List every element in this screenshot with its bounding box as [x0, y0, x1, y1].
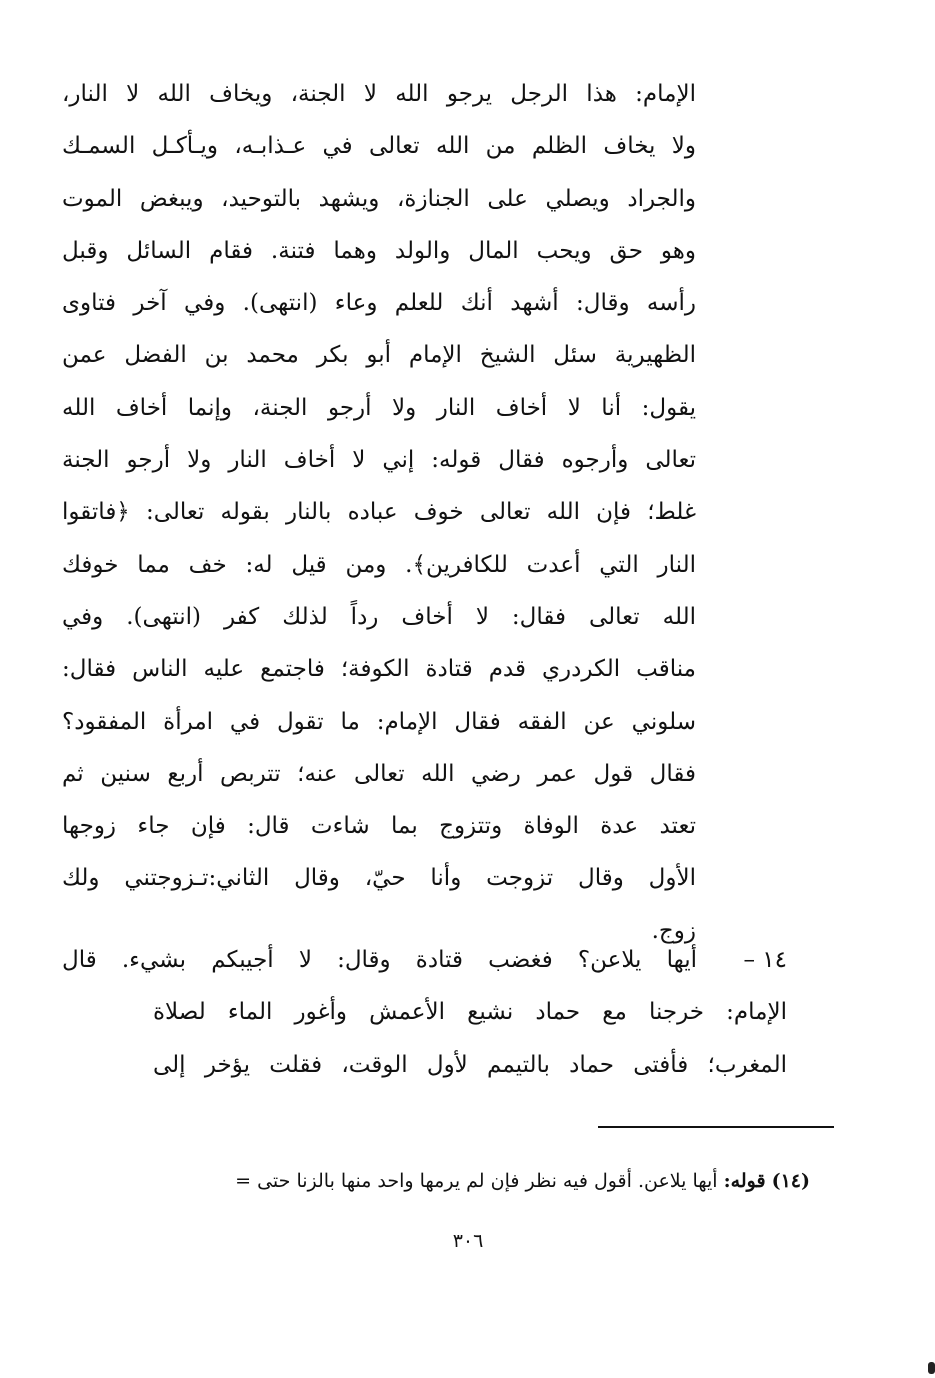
footnote-divider — [598, 1126, 834, 1128]
scan-speck — [928, 1362, 935, 1374]
footnote-text: أيها يلاعن. أقول فيه نظر فإن لم يرمها واحد منها بالزنا حتى = — [235, 1170, 718, 1192]
footnote-marker: (١٤) — [771, 1170, 810, 1192]
text-line: زوج. — [651, 917, 696, 944]
text-line: وهو حق ويحب المال والولد وهما فتنة. فقام السائل وقبل — [62, 237, 696, 264]
text-line: الأول وقال تزوجت وأنا حيّ، وقال الثاني:تـزوجتني ولك — [62, 865, 696, 892]
main-text-block — [62, 68, 696, 957]
text-line: الإمام: خرجنا مع حماد نشيع الأعمش وأغور الماء لصلاة — [153, 999, 787, 1026]
section-14 — [62, 934, 787, 1091]
text-line: غلط؛ فإن الله تعالى خوف عباده بالنار بقوله تعالى: ﴿فاتقوا — [62, 499, 696, 526]
text-line: والجراد ويصلي على الجنازة، ويشهد بالتوحيد، ويبغض الموت — [62, 185, 696, 212]
text-line: مناقب الكردري قدم قتادة الكوفة؛ فاجتمع عليه الناس فقال: — [62, 656, 696, 683]
text-line: المغرب؛ فأفتى حماد بالتيمم لأول الوقت، فقلت يؤخر إلى — [153, 1051, 787, 1078]
text-line: الظهيرية سئل الشيخ الإمام أبو بكر محمد بن الفضل عمن — [62, 342, 696, 369]
section-number: ١٤ – — [743, 947, 787, 973]
text-line: الله تعالى فقال: لا أخاف رداً لذلك كفر (انتهى). وفي — [62, 603, 696, 630]
text-line: تعالى وأرجوه فقال قوله: إني لا أخاف النار ولا أرجو الجنة — [62, 447, 696, 474]
text-line: النار التي أعدت للكافرين﴾. ومن قيل له: خف مما خوفك — [62, 551, 696, 578]
section-first-line — [62, 934, 787, 986]
text-line: فقال قول عمر رضي الله تعالى عنه؛ تتربص أربع سنين ثم — [62, 760, 696, 787]
text-line: أيها يلاعن؟ فغضب قتادة وقال: لا أجيبكم بشيء. قال — [62, 947, 697, 973]
footnote-label: قوله: — [723, 1170, 766, 1192]
text-line: تعتد عدة الوفاة وتتزوج بما شاءت قال: فإن جاء زوجها — [62, 813, 696, 840]
text-line: يقول: أنا لا أخاف النار ولا أرجو الجنة، وإنما أخاف الله — [62, 394, 696, 421]
footnote — [100, 1163, 810, 1199]
text-line: رأسه وقال: أشهد أنك للعلم وعاء (انتهى). وفي آخر فتاوى — [62, 290, 696, 317]
text-line: ولا يخاف الظلم من الله تعالى في عـذابـه، ويـأكـل السمـك — [62, 133, 696, 160]
text-line: سلوني عن الفقه فقال الإمام: ما تقول في امرأة المفقود؟ — [62, 708, 696, 735]
text-line: الإمام: هذا الرجل يرجو الله لا الجنة، ويخاف الله لا النار، — [62, 81, 696, 107]
page-number: ٣٠٦ — [452, 1230, 484, 1252]
